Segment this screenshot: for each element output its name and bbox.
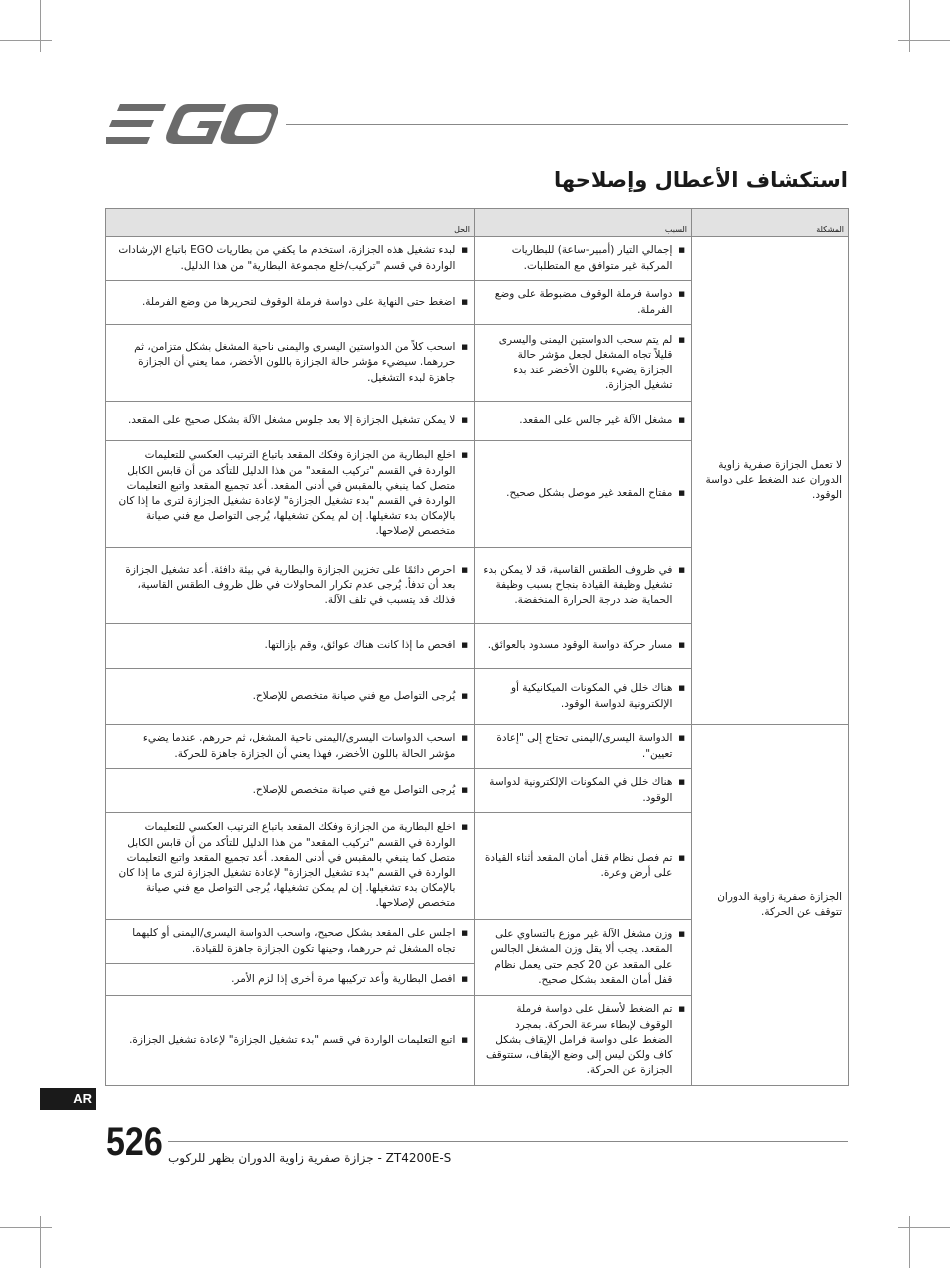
square-bullet-icon: ■ — [461, 734, 468, 743]
solution-cell: ■ يُرجى التواصل مع فني صيانة متخصص للإصلاح. — [106, 669, 475, 725]
square-bullet-icon: ■ — [461, 416, 468, 425]
troubleshooting-table — [105, 208, 849, 1086]
square-bullet-icon: ■ — [461, 1035, 468, 1044]
square-bullet-icon: ■ — [678, 930, 685, 939]
solution-cell: ■ اتبع التعليمات الواردة في قسم "بدء تشغيل الجزازة" لإعادة تشغيل الجزازة. — [106, 996, 475, 1086]
solution-cell: ■ احرص دائمًا على تخزين الجزازة والبطارية في بيئة دافئة. أعد تشغيل الجزازة بعد أن تدفأ. يُرجى عدم تكرار المحاولات في ظل ظروف الطقس القاسية، فذلك قد يتسبب في تلف الآلة. — [106, 548, 475, 624]
crop-mark — [40, 1216, 41, 1268]
cause-cell: ■ الدواسة اليسرى/اليمنى تحتاج إلى "إعادة تعيين". — [475, 725, 692, 769]
square-bullet-icon: ■ — [461, 451, 468, 460]
square-bullet-icon: ■ — [678, 246, 685, 255]
square-bullet-icon: ■ — [461, 691, 468, 700]
cause-cell: ■ مفتاح المقعد غير موصل بشكل صحيح. — [475, 441, 692, 548]
crop-mark — [898, 40, 950, 41]
crop-mark — [909, 1216, 910, 1268]
cause-cell: ■ مسار حركة دواسة الوقود مسدود بالعوائق. — [475, 624, 692, 669]
square-bullet-icon: ■ — [678, 734, 685, 743]
solution-cell: ■ اجلس على المقعد بشكل صحيح، واسحب الدواسة اليسرى/اليمنى أو كليهما تجاه المشغل ثم حررهما، وحينها تكون الجزازة جاهزة للقيادة. — [106, 920, 475, 964]
ego-logo — [106, 104, 278, 144]
solution-cell: ■ لا يمكن تشغيل الجزازة إلا بعد جلوس مشغل الآلة بشكل صحيح على المقعد. — [106, 402, 475, 441]
square-bullet-icon: ■ — [678, 778, 685, 787]
solution-cell: ■ اسحب الدواسات اليسرى/اليمنى ناحية المشغل، ثم حررهم. عندما يضيء مؤشر الحالة باللون الأخضر، فهذا يعني أن الجزازة جاهزة للحركة. — [106, 725, 475, 769]
square-bullet-icon: ■ — [461, 297, 468, 306]
crop-mark — [898, 1227, 950, 1228]
cause-cell: ■ إجمالي التيار (أمبير-ساعة) للبطاريات المركبة غير متوافق مع المتطلبات. — [475, 237, 692, 281]
solution-cell: ■ اخلع البطارية من الجزازة وفكك المقعد باتباع الترتيب العكسي للتعليمات الواردة في القسم "تركيب المقعد" من هذا الدليل للتأكد من أن قابس الكابل متصل كما ينبغي بالمقبس في أدنى المقعد. أعد تجميع المقعد واتبع التعليمات الواردة في القسم "بدء تشغيل الجزازة" لإعادة تشغيل الجزازة لترى ما إذا كان بالإمكان بدء تشغيلها. إن لم يمكن تشغيلها، يُرجى التواصل مع فني صيانة متخصص لإصلاحها. — [106, 441, 475, 548]
header-problem: المشكلة — [692, 209, 849, 237]
crop-mark — [40, 0, 41, 52]
crop-mark — [909, 0, 910, 52]
cause-cell: ■ في ظروف الطقس القاسية، قد لا يمكن بدء تشغيل وظيفة القيادة بنجاح بسبب وظيفة الحماية ضد درجة الحرارة المنخفضة. — [475, 548, 692, 624]
solution-cell: ■ افصل البطارية وأعد تركيبها مرة أخرى إذا لزم الأمر. — [106, 964, 475, 996]
page-number: 526 — [106, 1120, 163, 1164]
square-bullet-icon: ■ — [461, 974, 468, 983]
square-bullet-icon: ■ — [678, 489, 685, 498]
footer-model-text: ZT4200E-S - جزازة صفرية زاوية الدوران بظهر للركوب — [168, 1151, 452, 1165]
page-title: استكشاف الأعطال وإصلاحها — [553, 168, 848, 192]
square-bullet-icon: ■ — [461, 929, 468, 938]
language-tag: AR — [40, 1088, 96, 1110]
crop-mark — [0, 1227, 52, 1228]
footer-rule — [168, 1141, 848, 1142]
cause-cell: ■ وزن مشغل الآلة غير موزع بالتساوي على المقعد. يجب ألا يقل وزن المشغل الجالس على المقعد عن 20 كجم حتى يعمل نظام قفل أمان المقعد بشكل صحيح. — [475, 920, 692, 996]
header-cause: السبب — [475, 209, 692, 237]
header-solution: الحل — [106, 209, 475, 237]
square-bullet-icon: ■ — [678, 641, 685, 650]
solution-cell: ■ اضغط حتى النهاية على دواسة فرملة الوقوف لتحريرها من وضع الفرملة. — [106, 281, 475, 325]
crop-mark — [0, 40, 52, 41]
square-bullet-icon: ■ — [461, 823, 468, 832]
cause-cell: ■ هناك خلل في المكونات الميكانيكية أو الإلكترونية لدواسة الوقود. — [475, 669, 692, 725]
cause-cell: ■ لم يتم سحب الدواستين اليمنى واليسرى قليلاً تجاه المشغل لجعل مؤشر حالة الجزازة يضيء باللون الأخضر عند بدء تشغيل الجزازة. — [475, 325, 692, 402]
table-header-row — [106, 209, 849, 237]
problem-cell: لا تعمل الجزازة صفرية زاوية الدوران عند الضغط على دواسة الوقود. — [692, 237, 849, 725]
square-bullet-icon: ■ — [678, 853, 685, 862]
square-bullet-icon: ■ — [461, 565, 468, 574]
square-bullet-icon: ■ — [678, 1005, 685, 1014]
solution-cell: ■ يُرجى التواصل مع فني صيانة متخصص للإصلاح. — [106, 769, 475, 813]
table-row — [106, 725, 849, 769]
square-bullet-icon: ■ — [461, 343, 468, 352]
square-bullet-icon: ■ — [678, 416, 685, 425]
header-rule — [286, 124, 848, 125]
cause-cell: ■ دواسة فرملة الوقوف مضبوطة على وضع الفرملة. — [475, 281, 692, 325]
solution-cell: ■ افحص ما إذا كانت هناك عوائق، وقم بإزالتها. — [106, 624, 475, 669]
solution-cell: ■ اسحب كلاً من الدواستين اليسرى واليمنى ناحية المشغل بشكل متزامن، ثم حررهما. سيضيء مؤشر حالة الجزازة باللون الأخضر، مما يعني أن الجزازة جاهزة لبدء التشغيل. — [106, 325, 475, 402]
solution-cell: ■ لبدء تشغيل هذه الجزازة، استخدم ما يكفي من بطاريات EGO باتباع الإرشادات الواردة في قسم "تركيب/خلع مجموعة البطارية" من هذا الدليل. — [106, 237, 475, 281]
cause-cell: ■ تم الضغط لأسفل على دواسة فرملة الوقوف لإبطاء سرعة الحركة. بمجرد الضغط على دواسة فرامل الإيقاف بشكل كاف ولكن ليس إلى وضع الإيقاف، ستتوقف الجزازة عن الحركة. — [475, 996, 692, 1086]
square-bullet-icon: ■ — [461, 641, 468, 650]
square-bullet-icon: ■ — [678, 565, 685, 574]
cause-cell: ■ تم فصل نظام قفل أمان المقعد أثناء القيادة على أرض وعرة. — [475, 813, 692, 920]
square-bullet-icon: ■ — [461, 785, 468, 794]
problem-cell: الجزازة صفرية زاوية الدوران تتوقف عن الحركة. — [692, 725, 849, 1086]
cause-cell: ■ مشغل الآلة غير جالس على المقعد. — [475, 402, 692, 441]
square-bullet-icon: ■ — [678, 290, 685, 299]
solution-cell: ■ اخلع البطارية من الجزازة وفكك المقعد باتباع الترتيب العكسي للتعليمات الواردة في القسم "تركيب المقعد" من هذا الدليل للتأكد من أن قابس الكابل متصل كما ينبغي بالمقبس في أدنى المقعد. أعد تجميع المقعد واتبع التعليمات الواردة في القسم "بدء تشغيل الجزازة" لإعادة تشغيل الجزازة لترى ما إذا كان بالإمكان بدء تشغيلها. إن لم يمكن تشغيلها، يُرجى التواصل مع فني صيانة متخصص لإصلاحها. — [106, 813, 475, 920]
table-row — [106, 237, 849, 281]
cause-cell: ■ هناك خلل في المكونات الإلكترونية لدواسة الوقود. — [475, 769, 692, 813]
square-bullet-icon: ■ — [678, 335, 685, 344]
square-bullet-icon: ■ — [461, 246, 468, 255]
square-bullet-icon: ■ — [678, 684, 685, 693]
